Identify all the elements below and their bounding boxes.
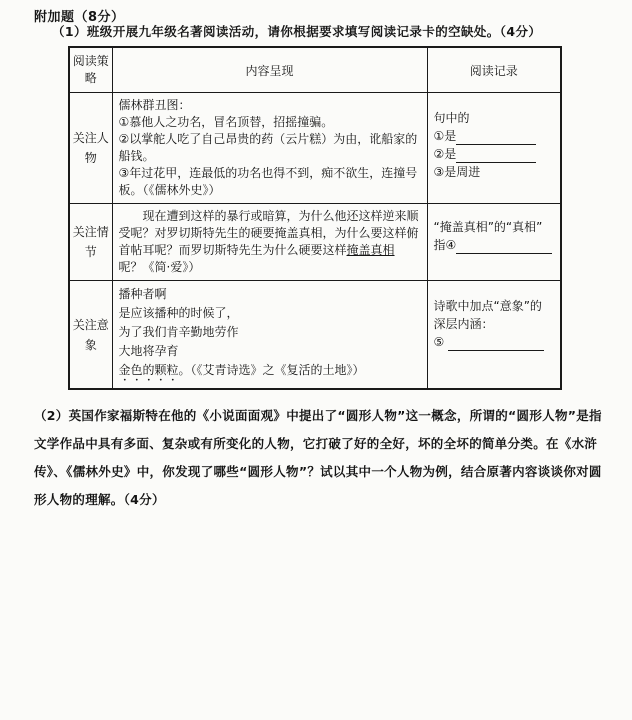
answer-blank-2[interactable]	[456, 149, 536, 163]
content-line: 呢？《简·爱》）	[118, 260, 201, 274]
question-2-text: （2）英国作家福斯特在他的《小说面面观》中提出了“圆形人物”这一概念，所谓的“圆形人物”是指文学作品中具有多面、复杂或有所变化的人物，它打破了好的全好，坏的全坏的简单分类。在《水浒传》、《儒林外史》中，你发现了哪些“圆形人物”？试以其中一个人物为例，结合原著内容谈谈你对圆形人物的理解。（4分）	[34, 408, 602, 507]
record-item-2: ②是	[434, 145, 555, 163]
header-content: 内容呈现	[112, 47, 427, 93]
content-line: 受呢？对罗切斯特先生的硬要掩盖真相，为什么要这样俯	[118, 226, 419, 240]
record-label: 句中的	[433, 111, 470, 125]
record-item-3: ③是周进	[433, 165, 481, 179]
underlined-phrase: 掩盖真相	[346, 243, 395, 257]
content-line: 首帖耳呢？而罗切斯特先生为什么硬要这样掩盖真相	[118, 243, 395, 257]
record-cell	[427, 281, 561, 390]
table-row-character	[69, 93, 561, 204]
poem-line: 是应该播种的时候了，	[118, 306, 239, 320]
answer-blank-1[interactable]	[456, 131, 536, 145]
record-line: 诗歌中加点“意象”的	[433, 299, 542, 313]
table-row-imagery	[69, 281, 561, 390]
answer-blank-5[interactable]	[448, 337, 544, 351]
section-title: 附加题（8分）	[34, 10, 125, 25]
header-strategy: 阅读策略	[69, 47, 112, 93]
poem-line: 金色的颗粒。（《艾青诗选》之《复活的土地》）	[118, 363, 365, 377]
content-line: 船钱。	[118, 149, 155, 163]
record-cell	[427, 93, 561, 204]
dotted-imagery: 金色的颗粒	[118, 363, 179, 377]
poem-line: 大地将孕育	[118, 344, 179, 358]
poem-line: 为了我们肯辛勤地劳作	[118, 325, 239, 339]
record-item-1: ①是	[434, 127, 555, 145]
content-line: 儒林群丑图：	[118, 98, 191, 112]
record-line: “掩盖真相”的“真相”	[433, 220, 543, 234]
header-record: 阅读记录	[427, 47, 561, 93]
record-line: 深层内涵：	[433, 317, 494, 331]
content-cell	[112, 93, 427, 204]
strategy-label: 关注意象	[69, 281, 112, 390]
record-line: 指④	[434, 236, 555, 254]
poem-line: 播种者啊	[118, 287, 167, 301]
table-header-row	[69, 47, 561, 93]
content-line: ①慕他人之功名，冒名顶替，招摇撞骗。	[118, 115, 334, 129]
answer-blank-4[interactable]	[456, 240, 552, 254]
content-cell	[112, 204, 427, 281]
strategy-label: 关注人物	[69, 93, 112, 204]
content-line: 板。（《儒林外史》）	[118, 183, 221, 197]
strategy-label: 关注情节	[69, 204, 112, 281]
reading-record-card	[68, 46, 562, 390]
record-line: ⑤	[434, 333, 555, 351]
question-1-intro: （1）班级开展九年级名著阅读活动，请你根据要求填写阅读记录卡的空缺处。（4分）	[52, 24, 542, 39]
content-cell	[112, 281, 427, 390]
table-row-plot	[69, 204, 561, 281]
content-line: ②以掌舵人吃了自己昂贵的药（云片糕）为由，讹船家的	[118, 132, 418, 146]
content-line: 现在遭到这样的暴行或暗算，为什么他还这样逆来顺	[142, 209, 419, 223]
content-line: ③年过花甲，连最低的功名也得不到，痴不欲生，连撞号	[118, 166, 418, 180]
record-cell	[427, 204, 561, 281]
